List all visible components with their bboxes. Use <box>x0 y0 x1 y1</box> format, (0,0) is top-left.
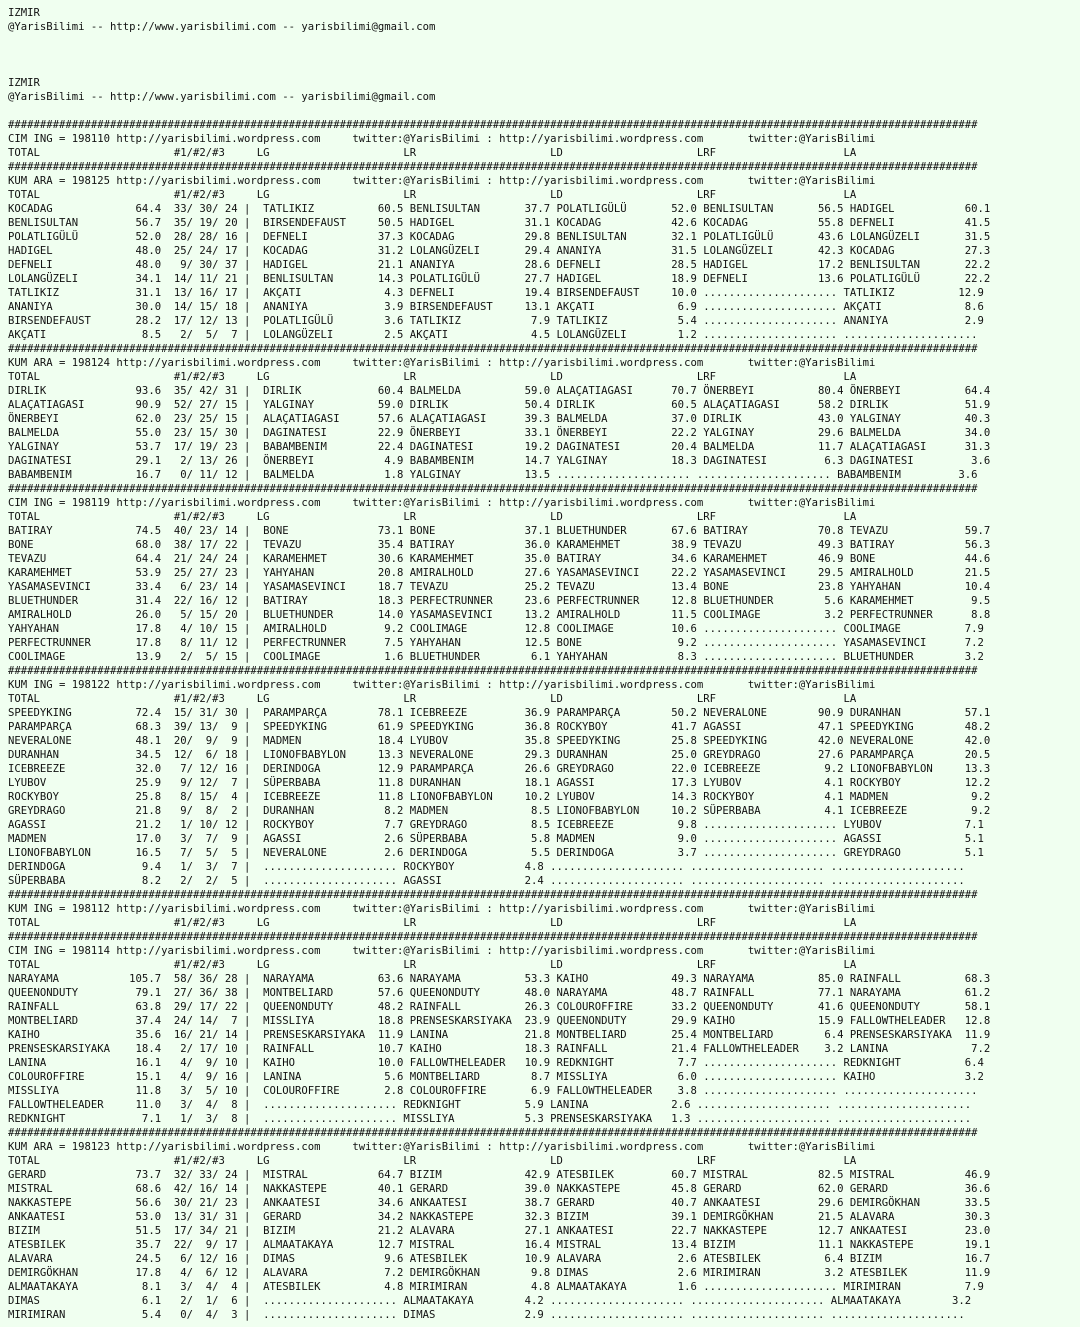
text-line <box>8 48 1080 62</box>
text-line: ATESBILEK 35.7 22/ 9/ 17 | ALMAATAKAYA 12.7 MISTRAL 16.4 MISTRAL 13.4 BIZIM 11.1 NAKKASTEPE 19.1 <box>8 1239 991 1251</box>
text-line: MISTRAL 68.6 42/ 16/ 14 | NAKKASTEPE 40.1 GERARD 39.0 NAKKASTEPE 45.8 GERARD 62.0 GERARD 36.6 <box>8 1183 991 1195</box>
text-line: BIRSENDEFAUST 28.2 17/ 12/ 13 | POLATLIGÜLÜ 3.6 TATLIKIZ 7.9 TATLIKIZ 5.4 ..................... ANANIYA 2.9 <box>8 315 984 327</box>
text-line: TOTAL #1/#2/#3 LG LR LD LRF LA <box>8 959 857 971</box>
text-line: MIRIMIRAN 5.4 0/ 4/ 3 | ..................... DIMAS 2.9 ..................... ..................... ..................... <box>8 1309 965 1321</box>
text-line: IZMIR <box>8 7 40 19</box>
text-line: KAIHO 35.6 16/ 21/ 14 | PRENSESKARSIYAKA 11.9 LANINA 21.8 MONTBELIARD 25.4 MONTBELIARD 6.4 PRENSESKARSIYAKA 11.9 <box>8 1029 991 1041</box>
text-line: QUEENONDUTY 79.1 27/ 36/ 38 | MONTBELIARD 57.6 QUEENONDUTY 48.0 NARAYAMA 48.7 RAINFALL 77.1 NARAYAMA 61.2 <box>8 987 991 999</box>
text-line <box>8 62 1080 76</box>
text-line: TOTAL #1/#2/#3 LG LR LD LRF LA <box>8 147 857 159</box>
text-line: ######################################################################################################################################################## <box>8 889 978 901</box>
text-line: KUM ING = 198122 http://yarisbilimi.wordpress.com twitter:@YarisBilimi : http://yarisbilimi.wordpress.com twitter:@YarisBilimi <box>8 679 876 691</box>
text-line: KARAMEHMET 53.9 25/ 27/ 23 | YAHYAHAN 20.8 AMIRALHOLD 27.6 YASAMASEVINCI 22.2 YASAMASEVINCI 29.5 AMIRALHOLD 21.5 <box>8 567 991 579</box>
text-line: AMIRALHOLD 26.0 5/ 15/ 20 | BLUETHUNDER 14.0 YASAMASEVINCI 13.2 AMIRALHOLD 11.5 COOLIMAGE 3.2 PERFECTRUNNER 8.8 <box>8 609 991 621</box>
text-line: ######################################################################################################################################################## <box>8 1127 978 1139</box>
text-line: IZMIR <box>8 77 40 89</box>
text-line: DURANHAN 34.5 12/ 6/ 18 | LIONOFBABYLON 13.3 NEVERALONE 29.3 DURANHAN 25.0 GREYDRAGO 27.6 PARAMPARÇA 20.5 <box>8 749 991 761</box>
text-line: MADMEN 17.0 3/ 7/ 9 | AGASSI 2.6 SÜPERBABA 5.8 MADMEN 9.0 ..................... AGASSI 5.1 <box>8 833 984 845</box>
text-line: SÜPERBABA 8.2 2/ 2/ 5 | ..................... AGASSI 2.4 ..................... ..................... ..................... <box>8 875 965 887</box>
text-line: KUM ING = 198112 http://yarisbilimi.wordpress.com twitter:@YarisBilimi : http://yarisbilimi.wordpress.com twitter:@YarisBilimi <box>8 903 876 915</box>
text-line: ######################################################################################################################################################## <box>8 931 978 943</box>
text-line <box>8 104 1080 118</box>
text-line: FALLOWTHELEADER 11.0 3/ 4/ 8 | ..................... REDKNIGHT 5.9 LANINA 2.6 ..................... ..................... <box>8 1099 972 1111</box>
text-line: PARAMPARÇA 68.3 39/ 13/ 9 | SPEEDYKING 61.9 SPEEDYKING 36.8 ROCKYBOY 41.7 AGASSI 47.1 SPEEDYKING 48.2 <box>8 721 991 733</box>
text-line: AKÇATI 8.5 2/ 5/ 7 | LOLANGÜZELI 2.5 AKÇATI 4.5 LOLANGÜZELI 1.2 ..................... ..................... <box>8 329 978 341</box>
text-line: NAKKASTEPE 56.6 30/ 21/ 23 | ANKAATESI 34.6 ANKAATESI 38.7 GERARD 40.7 ANKAATESI 29.6 DEMIRGÖKHAN 33.5 <box>8 1197 991 1209</box>
text-line: DEFNELI 48.0 9/ 30/ 37 | HADIGEL 21.1 ANANIYA 28.6 DEFNELI 28.5 HADIGEL 17.2 BENLISULTAN 22.2 <box>8 259 991 271</box>
text-line: BATIRAY 74.5 40/ 23/ 14 | BONE 73.1 BONE 37.1 BLUETHUNDER 67.6 BATIRAY 70.8 TEVAZU 59.7 <box>8 525 991 537</box>
text-line: LYUBOV 25.9 9/ 12/ 7 | SÜPERBABA 11.8 DURANHAN 18.1 AGASSI 17.3 LYUBOV 4.1 ROCKYBOY 12.2 <box>8 777 991 789</box>
text-line: PERFECTRUNNER 17.8 8/ 11/ 12 | PERFECTRUNNER 7.5 YAHYAHAN 12.5 BONE 9.2 ..................... YASAMASEVINCI 7.2 <box>8 637 984 649</box>
text-line: COLOUROFFIRE 15.1 4/ 9/ 16 | LANINA 5.6 MONTBELIARD 8.7 MISSLIYA 6.0 ..................... KAIHO 3.2 <box>8 1071 984 1083</box>
text-line: SPEEDYKING 72.4 15/ 31/ 30 | PARAMPARÇA 78.1 ICEBREEZE 36.9 PARAMPARÇA 50.2 NEVERALONE 90.9 DURANHAN 57.1 <box>8 707 991 719</box>
text-line: GREYDRAGO 21.8 9/ 8/ 2 | DURANHAN 8.2 MADMEN 8.5 LIONOFBABYLON 10.2 SÜPERBABA 4.1 ICEBREEZE 9.2 <box>8 805 991 817</box>
text-line: ALAÇATIAGASI 90.9 52/ 27/ 15 | YALGINAY 59.0 DIRLIK 50.4 DIRLIK 60.5 ALAÇATIAGASI 58.2 DIRLIK 51.9 <box>8 399 991 411</box>
text-line: YAHYAHAN 17.8 4/ 10/ 15 | AMIRALHOLD 9.2 COOLIMAGE 12.8 COOLIMAGE 10.6 ..................... COOLIMAGE 7.9 <box>8 623 984 635</box>
text-line: ROCKYBOY 25.8 8/ 15/ 4 | ICEBREEZE 11.8 LIONOFBABYLON 10.2 LYUBOV 14.3 ROCKYBOY 4.1 MADMEN 9.2 <box>8 791 991 803</box>
text-line: KUM ARA = 198123 http://yarisbilimi.wordpress.com twitter:@YarisBilimi : http://yarisbilimi.wordpress.com twitter:@YarisBilimi <box>8 1141 876 1153</box>
text-line: ANKAATESI 53.0 13/ 31/ 31 | GERARD 34.2 NAKKASTEPE 32.3 BIZIM 39.1 DEMIRGÖKHAN 21.5 ALAVARA 30.3 <box>8 1211 991 1223</box>
text-line: TOTAL #1/#2/#3 LG LR LD LRF LA <box>8 1155 857 1167</box>
text-line: PRENSESKARSIYAKA 18.4 2/ 17/ 10 | RAINFALL 10.7 KAIHO 18.3 RAINFALL 21.4 FALLOWTHELEADER 3.2 LANINA 7.2 <box>8 1043 991 1055</box>
text-line: @YarisBilimi -- http://www.yarisbilimi.com -- yarisbilimi@gmail.com <box>8 91 436 103</box>
text-line: ANANIYA 30.0 14/ 15/ 18 | ANANIYA 3.9 BIRSENDEFAUST 13.1 AKÇATI 6.9 ..................... AKÇATI 8.6 <box>8 301 984 313</box>
text-line: TEVAZU 64.4 21/ 24/ 24 | KARAMEHMET 30.6 KARAMEHMET 35.0 BATIRAY 34.6 KARAMEHMET 46.9 BONE 44.6 <box>8 553 991 565</box>
text-line: BALMELDA 55.0 23/ 15/ 30 | DAGINATESI 22.9 ÖNERBEYI 33.1 ÖNERBEYI 22.2 YALGINAY 29.6 BALMELDA 34.0 <box>8 427 991 439</box>
text-line: BABAMBENIM 16.7 0/ 11/ 12 | BALMELDA 1.8 YALGINAY 13.5 ..................... ..................... BABAMBENIM 3.6 <box>8 469 978 481</box>
text-line: CIM ING = 198110 http://yarisbilimi.wordpress.com twitter:@YarisBilimi : http://yarisbilimi.wordpress.com twitter:@YarisBilimi <box>8 133 876 145</box>
text-line: NARAYAMA 105.7 58/ 36/ 28 | NARAYAMA 63.6 NARAYAMA 53.3 KAIHO 49.3 NARAYAMA 85.0 RAINFALL 68.3 <box>8 973 991 985</box>
text-line: ICEBREEZE 32.0 7/ 12/ 16 | DERINDOGA 12.9 PARAMPARÇA 26.6 GREYDRAGO 22.0 ICEBREEZE 9.2 LIONOFBABYLON 13.3 <box>8 763 991 775</box>
text-line: TOTAL #1/#2/#3 LG LR LD LRF LA <box>8 371 857 383</box>
text-line: ######################################################################################################################################################## <box>8 119 978 131</box>
text-line: @YarisBilimi -- http://www.yarisbilimi.com -- yarisbilimi@gmail.com <box>8 21 436 33</box>
text-line: ######################################################################################################################################################## <box>8 483 978 495</box>
text-line: RAINFALL 63.8 29/ 17/ 22 | QUEENONDUTY 48.2 RAINFALL 26.3 COLOUROFFIRE 33.2 QUEENONDUTY 41.6 QUEENONDUTY 58.1 <box>8 1001 991 1013</box>
text-line: ALMAATAKAYA 8.1 3/ 4/ 4 | ATESBILEK 4.8 MIRIMIRAN 4.8 ALMAATAKAYA 1.6 ..................... MIRIMIRAN 7.9 <box>8 1281 984 1293</box>
text-line: DIRLIK 93.6 35/ 42/ 31 | DIRLIK 60.4 BALMELDA 59.0 ALAÇATIAGASI 70.7 ÖNERBEYI 80.4 ÖNERBEYI 64.4 <box>8 385 991 397</box>
text-line: LANINA 16.1 4/ 9/ 10 | KAIHO 10.0 FALLOWTHELEADER 10.9 REDKNIGHT 7.7 ..................... REDKNIGHT 6.4 <box>8 1057 984 1069</box>
text-line: TOTAL #1/#2/#3 LG LR LD LRF LA <box>8 511 857 523</box>
text-line: HADIGEL 48.0 25/ 24/ 17 | KOCADAG 31.2 LOLANGÜZELI 29.4 ANANIYA 31.5 LOLANGÜZELI 42.3 KOCADAG 27.3 <box>8 245 991 257</box>
text-line: REDKNIGHT 7.1 1/ 3/ 8 | ..................... MISSLIYA 5.3 PRENSESKARSIYAKA 1.3 ..................... ..................... <box>8 1113 972 1125</box>
text-line: MONTBELIARD 37.4 24/ 14/ 7 | MISSLIYA 18.8 PRENSESKARSIYAKA 23.9 QUEENONDUTY 29.9 KAIHO 15.9 FALLOWTHELEADER 12.8 <box>8 1015 991 1027</box>
text-line: ######################################################################################################################################################## <box>8 665 978 677</box>
text-line: TOTAL #1/#2/#3 LG LR LD LRF LA <box>8 693 857 705</box>
text-line: ######################################################################################################################################################## <box>8 343 978 355</box>
text-line: DAGINATESI 29.1 2/ 13/ 26 | ÖNERBEYI 4.9 BABAMBENIM 14.7 YALGINAY 18.3 DAGINATESI 6.3 DAGINATESI 3.6 <box>8 455 991 467</box>
text-line: KUM ARA = 198125 http://yarisbilimi.wordpress.com twitter:@YarisBilimi : http://yarisbilimi.wordpress.com twitter:@YarisBilimi <box>8 175 876 187</box>
text-line: COOLIMAGE 13.9 2/ 5/ 15 | COOLIMAGE 1.6 BLUETHUNDER 6.1 YAHYAHAN 8.3 ..................... BLUETHUNDER 3.2 <box>8 651 984 663</box>
text-line: YASAMASEVINCI 33.4 6/ 23/ 14 | YASAMASEVINCI 18.7 TEVAZU 25.2 TEVAZU 13.4 BONE 23.8 YAHYAHAN 10.4 <box>8 581 991 593</box>
text-line: NEVERALONE 48.1 20/ 9/ 9 | MADMEN 18.4 LYUBOV 35.8 SPEEDYKING 25.8 SPEEDYKING 42.0 NEVERALONE 42.0 <box>8 735 991 747</box>
text-line: CIM ING = 198119 http://yarisbilimi.wordpress.com twitter:@YarisBilimi : http://yarisbilimi.wordpress.com twitter:@YarisBilimi <box>8 497 876 509</box>
text-line: GERARD 73.7 32/ 33/ 24 | MISTRAL 64.7 BIZIM 42.9 ATESBILEK 60.7 MISTRAL 82.5 MISTRAL 46.9 <box>8 1169 991 1181</box>
text-line: MISSLIYA 11.8 3/ 5/ 10 | COLOUROFFIRE 2.8 COLOUROFFIRE 6.9 FALLOWTHELEADER 3.8 ..................... ..................... <box>8 1085 978 1097</box>
text-line: TOTAL #1/#2/#3 LG LR LD LRF LA <box>8 917 857 929</box>
text-line: KOCADAG 64.4 33/ 30/ 24 | TATLIKIZ 60.5 BENLISULTAN 37.7 POLATLIGÜLÜ 52.0 BENLISULTAN 56.5 HADIGEL 60.1 <box>8 203 991 215</box>
text-line: ######################################################################################################################################################## <box>8 161 978 173</box>
text-line: ÖNERBEYI 62.0 23/ 25/ 15 | ALAÇATIAGASI 57.6 ALAÇATIAGASI 39.3 BALMELDA 37.0 DIRLIK 43.0 YALGINAY 40.3 <box>8 413 991 425</box>
text-line: KUM ARA = 198124 http://yarisbilimi.wordpress.com twitter:@YarisBilimi : http://yarisbilimi.wordpress.com twitter:@YarisBilimi <box>8 357 876 369</box>
text-line: AGASSI 21.2 1/ 10/ 12 | ROCKYBOY 7.7 GREYDRAGO 8.5 ICEBREEZE 9.8 ..................... LYUBOV 7.1 <box>8 819 984 831</box>
text-line: BONE 68.0 38/ 17/ 22 | TEVAZU 35.4 BATIRAY 36.0 KARAMEHMET 38.9 TEVAZU 49.3 BATIRAY 56.3 <box>8 539 991 551</box>
text-line: TATLIKIZ 31.1 13/ 16/ 17 | AKÇATI 4.3 DEFNELI 19.4 BIRSENDEFAUST 10.0 ..................... TATLIKIZ 12.9 <box>8 287 984 299</box>
text-line: BIZIM 51.5 17/ 34/ 21 | BIZIM 21.2 ALAVARA 27.1 ANKAATESI 22.7 NAKKASTEPE 12.7 ANKAATESI 23.0 <box>8 1225 991 1237</box>
text-line: BENLISULTAN 56.7 35/ 19/ 20 | BIRSENDEFAUST 50.5 HADIGEL 31.1 KOCADAG 42.6 KOCADAG 55.8 DEFNELI 41.5 <box>8 217 991 229</box>
text-line: TOTAL #1/#2/#3 LG LR LD LRF LA <box>8 189 857 201</box>
text-line: DIMAS 6.1 2/ 1/ 6 | ..................... ALMAATAKAYA 4.2 ..................... ..................... ALMAATAKAYA 3.2 <box>8 1295 972 1307</box>
text-line: LIONOFBABYLON 16.5 7/ 5/ 5 | NEVERALONE 2.6 DERINDOGA 5.5 DERINDOGA 3.7 ..................... GREYDRAGO 5.1 <box>8 847 984 859</box>
text-line <box>8 34 1080 48</box>
text-line: DERINDOGA 9.4 1/ 3/ 7 | ..................... ROCKYBOY 4.8 ..................... ..................... ..................... <box>8 861 965 873</box>
text-line: BLUETHUNDER 31.4 22/ 16/ 12 | BATIRAY 18.3 PERFECTRUNNER 23.6 PERFECTRUNNER 12.8 BLUETHUNDER 5.6 KARAMEHMET 9.5 <box>8 595 991 607</box>
text-line: DEMIRGÖKHAN 17.8 4/ 6/ 12 | ALAVARA 7.2 DEMIRGÖKHAN 9.8 DIMAS 2.6 MIRIMIRAN 3.2 ATESBILEK 11.9 <box>8 1267 991 1279</box>
text-line: CIM ING = 198114 http://yarisbilimi.wordpress.com twitter:@YarisBilimi : http://yarisbilimi.wordpress.com twitter:@YarisBilimi <box>8 945 876 957</box>
text-line: POLATLIGÜLÜ 52.0 28/ 28/ 16 | DEFNELI 37.3 KOCADAG 29.8 BENLISULTAN 32.1 POLATLIGÜLÜ 43.6 LOLANGÜZELI 31.5 <box>8 231 991 243</box>
text-line: YALGINAY 53.7 17/ 19/ 23 | BABAMBENIM 22.4 DAGINATESI 19.2 DAGINATESI 20.4 BALMELDA 11.7 ALAÇATIAGASI 31.3 <box>8 441 991 453</box>
text-line: LOLANGÜZELI 34.1 14/ 11/ 21 | BENLISULTAN 14.3 POLATLIGÜLÜ 27.7 HADIGEL 18.9 DEFNELI 13.6 POLATLIGÜLÜ 22.2 <box>8 273 991 285</box>
text-line: ALAVARA 24.5 6/ 12/ 16 | DIMAS 9.6 ATESBILEK 10.9 ALAVARA 2.6 ATESBILEK 6.4 BIZIM 16.7 <box>8 1253 991 1265</box>
